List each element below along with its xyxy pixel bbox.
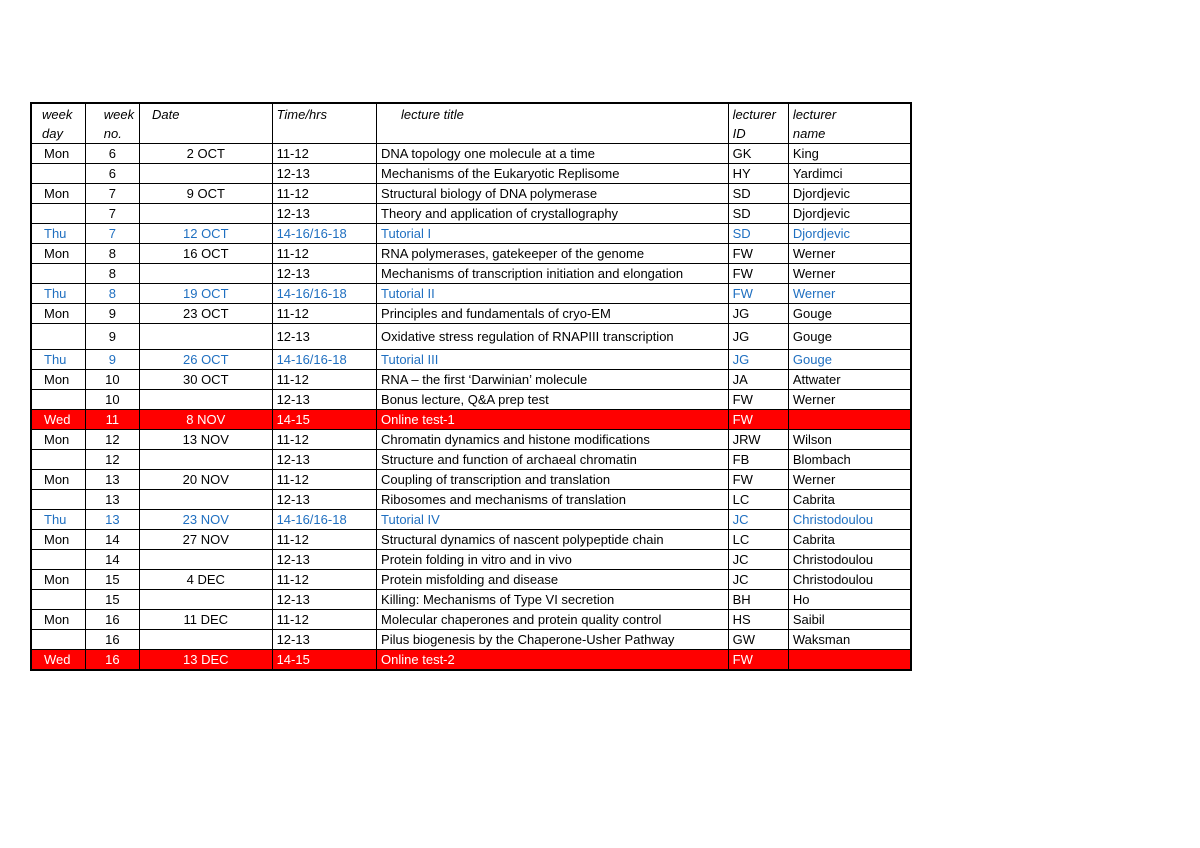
cell-lecturer-id: JG bbox=[728, 304, 788, 324]
cell-week-day bbox=[31, 490, 85, 510]
cell-lecturer-id: HY bbox=[728, 164, 788, 184]
cell-lecture-title: Online test-1 bbox=[377, 410, 729, 430]
cell-time: 14-16/16-18 bbox=[272, 284, 376, 304]
cell-lecturer-name: Ho bbox=[788, 590, 911, 610]
cell-lecturer-name bbox=[788, 650, 911, 671]
cell-lecture-title: Bonus lecture, Q&A prep test bbox=[377, 390, 729, 410]
cell-time: 11-12 bbox=[272, 244, 376, 264]
cell-week-day bbox=[31, 264, 85, 284]
cell-time: 12-13 bbox=[272, 204, 376, 224]
cell-lecture-title: Tutorial II bbox=[377, 284, 729, 304]
cell-lecture-title: Protein misfolding and disease bbox=[377, 570, 729, 590]
cell-lecturer-name: Cabrita bbox=[788, 490, 911, 510]
cell-week-day: Mon bbox=[31, 530, 85, 550]
cell-week-day: Mon bbox=[31, 144, 85, 164]
cell-time: 12-13 bbox=[272, 630, 376, 650]
cell-lecturer-name: Blombach bbox=[788, 450, 911, 470]
cell-lecture-title: Principles and fundamentals of cryo-EM bbox=[377, 304, 729, 324]
cell-lecturer-name: Werner bbox=[788, 470, 911, 490]
cell-week-day bbox=[31, 550, 85, 570]
table-row bbox=[31, 470, 911, 490]
cell-lecturer-name: Werner bbox=[788, 244, 911, 264]
cell-date: 26 OCT bbox=[139, 350, 272, 370]
cell-week-no: 15 bbox=[85, 570, 139, 590]
cell-lecturer-id: JG bbox=[728, 350, 788, 370]
cell-time: 11-12 bbox=[272, 430, 376, 450]
cell-date: 27 NOV bbox=[139, 530, 272, 550]
cell-lecturer-name: Cabrita bbox=[788, 530, 911, 550]
table-row bbox=[31, 390, 911, 410]
cell-date: 12 OCT bbox=[139, 224, 272, 244]
cell-lecture-title: Chromatin dynamics and histone modifications bbox=[377, 430, 729, 450]
cell-lecturer-name: Djordjevic bbox=[788, 184, 911, 204]
table-row bbox=[31, 530, 911, 550]
cell-date: 20 NOV bbox=[139, 470, 272, 490]
cell-date bbox=[139, 264, 272, 284]
cell-date: 4 DEC bbox=[139, 570, 272, 590]
cell-week-no: 16 bbox=[85, 610, 139, 630]
cell-lecture-title: Coupling of transcription and translation bbox=[377, 470, 729, 490]
header-date: Date bbox=[139, 103, 272, 144]
table-row bbox=[31, 410, 911, 430]
cell-lecturer-name: Gouge bbox=[788, 304, 911, 324]
cell-lecturer-name bbox=[788, 410, 911, 430]
cell-lecturer-name: Christodoulou bbox=[788, 550, 911, 570]
cell-week-day: Thu bbox=[31, 350, 85, 370]
cell-week-no: 16 bbox=[85, 630, 139, 650]
cell-lecturer-name: Saibil bbox=[788, 610, 911, 630]
cell-week-no: 7 bbox=[85, 204, 139, 224]
cell-lecturer-name: Waksman bbox=[788, 630, 911, 650]
cell-week-day: Mon bbox=[31, 430, 85, 450]
table-row bbox=[31, 244, 911, 264]
cell-time: 12-13 bbox=[272, 164, 376, 184]
cell-week-no: 8 bbox=[85, 284, 139, 304]
cell-week-no: 6 bbox=[85, 144, 139, 164]
cell-week-no: 6 bbox=[85, 164, 139, 184]
cell-lecture-title: Mechanisms of transcription initiation and elongation bbox=[377, 264, 729, 284]
cell-date: 13 DEC bbox=[139, 650, 272, 671]
cell-lecturer-id: FW bbox=[728, 264, 788, 284]
cell-lecturer-id: FW bbox=[728, 650, 788, 671]
cell-lecturer-name: Wilson bbox=[788, 430, 911, 450]
cell-week-no: 10 bbox=[85, 390, 139, 410]
table-row bbox=[31, 164, 911, 184]
table-row bbox=[31, 350, 911, 370]
cell-week-day bbox=[31, 450, 85, 470]
table-header bbox=[31, 103, 911, 144]
cell-date bbox=[139, 590, 272, 610]
cell-week-no: 12 bbox=[85, 450, 139, 470]
cell-lecturer-id: GK bbox=[728, 144, 788, 164]
cell-lecturer-id: FW bbox=[728, 410, 788, 430]
header-week-day: week day bbox=[31, 103, 85, 144]
cell-week-day: Mon bbox=[31, 570, 85, 590]
cell-lecturer-id: FW bbox=[728, 470, 788, 490]
cell-lecture-title: Tutorial III bbox=[377, 350, 729, 370]
cell-week-no: 13 bbox=[85, 510, 139, 530]
table-row bbox=[31, 304, 911, 324]
cell-lecture-title: Molecular chaperones and protein quality control bbox=[377, 610, 729, 630]
cell-week-no: 9 bbox=[85, 304, 139, 324]
cell-date bbox=[139, 630, 272, 650]
cell-week-day: Thu bbox=[31, 284, 85, 304]
cell-time: 12-13 bbox=[272, 450, 376, 470]
cell-date: 13 NOV bbox=[139, 430, 272, 450]
cell-lecturer-id: FW bbox=[728, 244, 788, 264]
table-row bbox=[31, 590, 911, 610]
cell-date: 23 OCT bbox=[139, 304, 272, 324]
table-row bbox=[31, 610, 911, 630]
cell-date bbox=[139, 204, 272, 224]
cell-lecture-title: Oxidative stress regulation of RNAPIII transcription bbox=[377, 324, 729, 350]
cell-week-day bbox=[31, 590, 85, 610]
cell-lecture-title: Pilus biogenesis by the Chaperone-Usher Pathway bbox=[377, 630, 729, 650]
cell-lecture-title: RNA polymerases, gatekeeper of the genome bbox=[377, 244, 729, 264]
cell-lecture-title: RNA – the first ‘Darwinian’ molecule bbox=[377, 370, 729, 390]
cell-week-no: 8 bbox=[85, 264, 139, 284]
cell-lecturer-name: Christodoulou bbox=[788, 510, 911, 530]
cell-lecturer-id: FB bbox=[728, 450, 788, 470]
cell-time: 11-12 bbox=[272, 304, 376, 324]
table-row bbox=[31, 630, 911, 650]
cell-lecture-title: DNA topology one molecule at a time bbox=[377, 144, 729, 164]
cell-week-day: Mon bbox=[31, 610, 85, 630]
header-lecturer-id: lecturer ID bbox=[728, 103, 788, 144]
cell-lecturer-name: King bbox=[788, 144, 911, 164]
cell-time: 11-12 bbox=[272, 530, 376, 550]
cell-lecture-title: Structure and function of archaeal chromatin bbox=[377, 450, 729, 470]
table-row bbox=[31, 490, 911, 510]
cell-week-day: Mon bbox=[31, 244, 85, 264]
cell-date bbox=[139, 164, 272, 184]
cell-date: 9 OCT bbox=[139, 184, 272, 204]
cell-lecture-title: Killing: Mechanisms of Type VI secretion bbox=[377, 590, 729, 610]
table-row bbox=[31, 570, 911, 590]
cell-lecture-title: Tutorial I bbox=[377, 224, 729, 244]
cell-week-no: 15 bbox=[85, 590, 139, 610]
cell-lecturer-id: BH bbox=[728, 590, 788, 610]
cell-lecture-title: Theory and application of crystallography bbox=[377, 204, 729, 224]
cell-lecture-title: Mechanisms of the Eukaryotic Replisome bbox=[377, 164, 729, 184]
cell-time: 11-12 bbox=[272, 610, 376, 630]
cell-date bbox=[139, 450, 272, 470]
cell-week-no: 14 bbox=[85, 550, 139, 570]
cell-week-day bbox=[31, 204, 85, 224]
cell-lecture-title: Online test-2 bbox=[377, 650, 729, 671]
cell-date bbox=[139, 550, 272, 570]
cell-time: 12-13 bbox=[272, 490, 376, 510]
cell-date bbox=[139, 490, 272, 510]
cell-date: 16 OCT bbox=[139, 244, 272, 264]
cell-week-no: 13 bbox=[85, 470, 139, 490]
header-row bbox=[31, 103, 911, 144]
cell-lecturer-name: Werner bbox=[788, 390, 911, 410]
cell-time: 11-12 bbox=[272, 370, 376, 390]
table-row bbox=[31, 450, 911, 470]
header-lecture-title: lecture title bbox=[377, 103, 729, 144]
header-lecturer-name: lecturer name bbox=[788, 103, 911, 144]
cell-lecture-title: Tutorial IV bbox=[377, 510, 729, 530]
header-week-no: week no. bbox=[85, 103, 139, 144]
table-row bbox=[31, 550, 911, 570]
cell-week-day bbox=[31, 324, 85, 350]
cell-time: 14-16/16-18 bbox=[272, 224, 376, 244]
cell-lecture-title: Structural dynamics of nascent polypeptide chain bbox=[377, 530, 729, 550]
cell-lecturer-id: JC bbox=[728, 550, 788, 570]
cell-week-no: 7 bbox=[85, 224, 139, 244]
table-row bbox=[31, 510, 911, 530]
cell-time: 14-16/16-18 bbox=[272, 510, 376, 530]
cell-week-day bbox=[31, 630, 85, 650]
cell-time: 12-13 bbox=[272, 264, 376, 284]
cell-week-no: 12 bbox=[85, 430, 139, 450]
cell-week-no: 9 bbox=[85, 350, 139, 370]
cell-lecturer-name: Christodoulou bbox=[788, 570, 911, 590]
table-row bbox=[31, 284, 911, 304]
cell-lecturer-id: LC bbox=[728, 530, 788, 550]
cell-week-day: Mon bbox=[31, 304, 85, 324]
cell-lecturer-name: Attwater bbox=[788, 370, 911, 390]
cell-week-day: Mon bbox=[31, 470, 85, 490]
cell-week-day bbox=[31, 390, 85, 410]
cell-week-day: Mon bbox=[31, 370, 85, 390]
cell-time: 12-13 bbox=[272, 590, 376, 610]
table-row bbox=[31, 184, 911, 204]
cell-week-no: 16 bbox=[85, 650, 139, 671]
cell-week-no: 10 bbox=[85, 370, 139, 390]
cell-lecturer-id: FW bbox=[728, 390, 788, 410]
cell-lecturer-id: JA bbox=[728, 370, 788, 390]
cell-week-day: Wed bbox=[31, 410, 85, 430]
cell-lecture-title: Ribosomes and mechanisms of translation bbox=[377, 490, 729, 510]
table-body bbox=[31, 144, 911, 671]
table-row bbox=[31, 204, 911, 224]
cell-date: 2 OCT bbox=[139, 144, 272, 164]
cell-week-no: 13 bbox=[85, 490, 139, 510]
cell-time: 11-12 bbox=[272, 144, 376, 164]
cell-date: 23 NOV bbox=[139, 510, 272, 530]
cell-date bbox=[139, 390, 272, 410]
cell-week-no: 14 bbox=[85, 530, 139, 550]
cell-lecture-title: Structural biology of DNA polymerase bbox=[377, 184, 729, 204]
cell-time: 14-16/16-18 bbox=[272, 350, 376, 370]
cell-time: 14-15 bbox=[272, 650, 376, 671]
cell-lecturer-id: JRW bbox=[728, 430, 788, 450]
table-row bbox=[31, 370, 911, 390]
cell-lecturer-name: Djordjevic bbox=[788, 204, 911, 224]
cell-time: 11-12 bbox=[272, 570, 376, 590]
cell-lecturer-name: Gouge bbox=[788, 324, 911, 350]
cell-date: 8 NOV bbox=[139, 410, 272, 430]
cell-week-day: Thu bbox=[31, 510, 85, 530]
cell-time: 12-13 bbox=[272, 550, 376, 570]
cell-time: 11-12 bbox=[272, 470, 376, 490]
table-row bbox=[31, 324, 911, 350]
cell-date: 19 OCT bbox=[139, 284, 272, 304]
table-row bbox=[31, 264, 911, 284]
cell-week-day: Mon bbox=[31, 184, 85, 204]
cell-lecturer-id: JG bbox=[728, 324, 788, 350]
cell-lecturer-name: Gouge bbox=[788, 350, 911, 370]
cell-lecturer-id: SD bbox=[728, 224, 788, 244]
cell-week-day: Thu bbox=[31, 224, 85, 244]
cell-week-no: 7 bbox=[85, 184, 139, 204]
cell-time: 12-13 bbox=[272, 324, 376, 350]
cell-lecturer-id: SD bbox=[728, 184, 788, 204]
cell-date: 11 DEC bbox=[139, 610, 272, 630]
cell-lecturer-id: SD bbox=[728, 204, 788, 224]
table-row bbox=[31, 650, 911, 671]
cell-lecturer-id: JC bbox=[728, 570, 788, 590]
cell-time: 12-13 bbox=[272, 390, 376, 410]
cell-time: 11-12 bbox=[272, 184, 376, 204]
cell-lecturer-id: HS bbox=[728, 610, 788, 630]
table-row bbox=[31, 144, 911, 164]
cell-week-no: 9 bbox=[85, 324, 139, 350]
cell-week-day bbox=[31, 164, 85, 184]
cell-lecture-title: Protein folding in vitro and in vivo bbox=[377, 550, 729, 570]
cell-date: 30 OCT bbox=[139, 370, 272, 390]
cell-time: 14-15 bbox=[272, 410, 376, 430]
table-row bbox=[31, 430, 911, 450]
cell-lecturer-name: Werner bbox=[788, 264, 911, 284]
cell-week-no: 11 bbox=[85, 410, 139, 430]
cell-week-day: Wed bbox=[31, 650, 85, 671]
table-row bbox=[31, 224, 911, 244]
cell-lecturer-name: Djordjevic bbox=[788, 224, 911, 244]
cell-lecturer-name: Werner bbox=[788, 284, 911, 304]
cell-lecturer-id: FW bbox=[728, 284, 788, 304]
cell-date bbox=[139, 324, 272, 350]
cell-lecturer-id: LC bbox=[728, 490, 788, 510]
lecture-schedule-table bbox=[30, 102, 912, 671]
cell-week-no: 8 bbox=[85, 244, 139, 264]
cell-lecturer-name: Yardimci bbox=[788, 164, 911, 184]
cell-lecturer-id: GW bbox=[728, 630, 788, 650]
header-time: Time/hrs bbox=[272, 103, 376, 144]
cell-lecturer-id: JC bbox=[728, 510, 788, 530]
